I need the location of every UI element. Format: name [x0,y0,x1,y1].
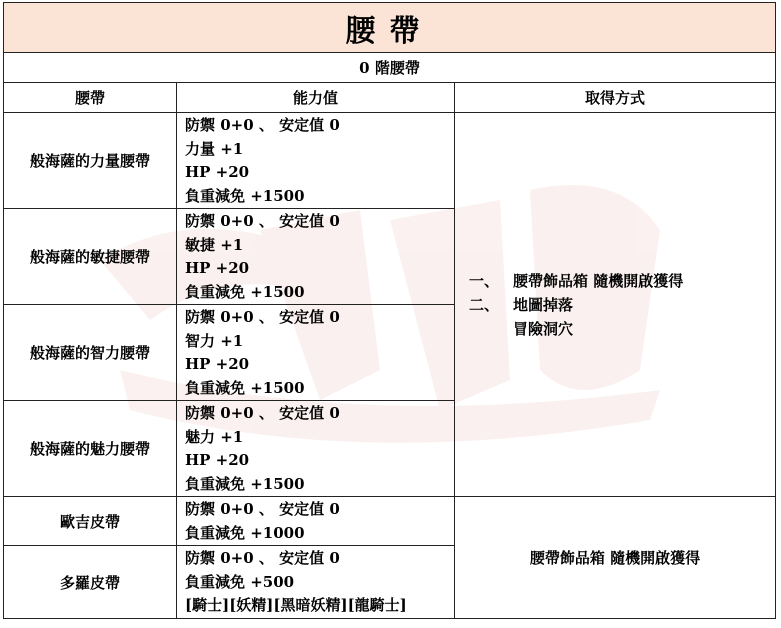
belt-stats [177,113,455,209]
belt-name: 歐吉皮帶 [4,497,177,546]
source-cell: 腰帶飾品箱 隨機開啟獲得 [455,497,776,619]
source-text: 地圖掉落 [513,295,574,314]
belt-table [3,2,776,619]
header-source: 取得方式 [455,83,776,113]
stat-line: 防禦 0+0 、 安定值 0 [185,212,340,230]
source-line [469,269,775,293]
stat-line: 魅力 +1 [185,427,244,446]
stat-line: 負重減免 +1500 [185,474,305,493]
source-line [469,293,775,317]
header-stats: 能力值 [177,83,455,113]
stat-line: 敏捷 +1 [185,235,244,254]
stat-line: 力量 +1 [185,139,244,158]
belt-name: 般海薩的魅力腰帶 [4,401,177,497]
stat-line: 防禦 0+0 、 安定值 0 [185,500,340,518]
table-row [4,113,776,209]
stat-line: 智力 +1 [185,331,244,350]
stat-line: HP +20 [185,259,250,277]
stat-line: 負重減免 +1500 [185,282,305,301]
table-row [4,497,776,546]
stat-line: HP +20 [185,163,250,181]
source-number: 一、 [469,271,500,290]
belt-name: 多羅皮帶 [4,546,177,619]
stat-line: 負重減免 +1500 [185,378,305,397]
source-cell [455,113,776,497]
belt-stats [177,401,455,497]
belt-name: 般海薩的力量腰帶 [4,113,177,209]
stat-line: 防禦 0+0 、 安定值 0 [185,308,340,326]
stat-line: HP +20 [185,451,250,469]
stat-line: [騎士][妖精][黑暗妖精][龍騎士] [185,596,407,614]
source-text: 冒險洞穴 [513,319,574,338]
stat-line: 負重減免 +1000 [185,523,305,542]
stat-line: 防禦 0+0 、 安定值 0 [185,549,340,567]
stat-line: 防禦 0+0 、 安定值 0 [185,116,340,134]
header-item: 腰帶 [4,83,177,113]
source-number: 二、 [469,295,500,314]
belt-name: 般海薩的智力腰帶 [4,305,177,401]
belt-name: 般海薩的敏捷腰帶 [4,209,177,305]
stat-line: 防禦 0+0 、 安定值 0 [185,404,340,422]
belt-stats [177,497,455,546]
belt-stats [177,209,455,305]
source-text: 腰帶飾品箱 隨機開啟獲得 [513,271,684,290]
page-title: 腰帶 [4,3,776,53]
stat-line: HP +20 [185,355,250,373]
source-line [469,317,775,341]
stat-line: 負重減免 +1500 [185,186,305,205]
stat-line: 負重減免 +500 [185,572,295,591]
belt-stats [177,546,455,619]
tier-subtitle: 0 階腰帶 [4,53,776,83]
belt-stats [177,305,455,401]
